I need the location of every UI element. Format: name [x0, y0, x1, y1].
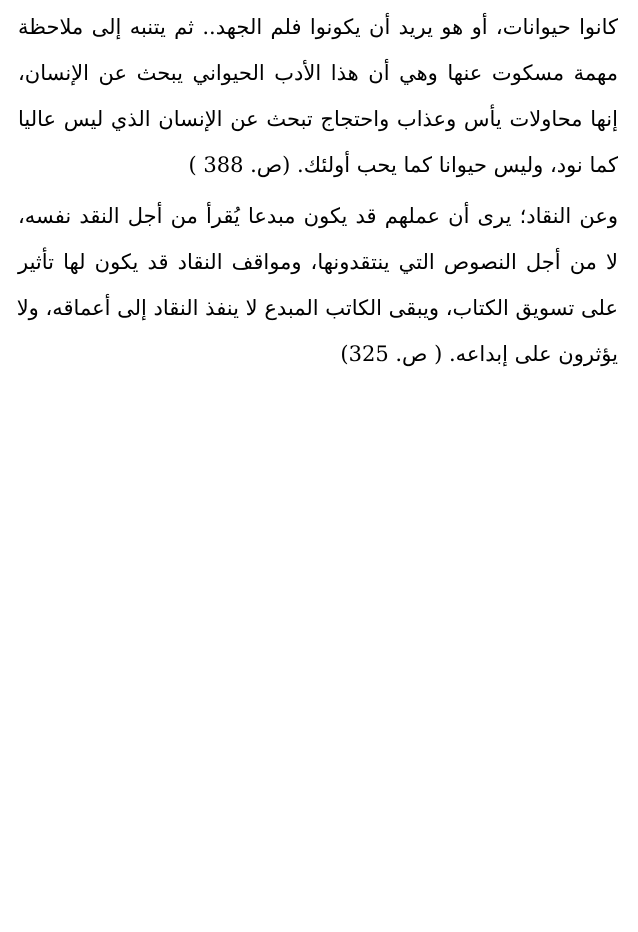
- text-line: مهمة مسكوت عنها وهي أن هذا الأدب الحيواني يبحث عن الإنسان،: [18, 61, 618, 85]
- text-line: على تسويق الكتاب، ويبقى الكاتب المبدع لا ينفذ النقاد إلى أعماقه، ولا: [16, 296, 618, 320]
- text-line: إنها محاولات يأس وعذاب واحتجاج تبحث عن الإنسان الذي ليس عاليا: [18, 107, 618, 131]
- paragraph-2: [18, 193, 618, 377]
- text-line: لا من أجل النصوص التي ينتقدونها، ومواقف النقاد قد يكون لها تأثير: [18, 250, 618, 274]
- paragraph-1: [18, 4, 618, 188]
- text-line: يؤثرون على إبداعه. ( ص. 325): [340, 342, 618, 366]
- text-line: وعن النقاد؛ يرى أن عملهم قد يكون مبدعا يُقرأ من أجل النقد نفسه،: [18, 204, 618, 228]
- text-line: كما نود، وليس حيوانا كما يحب أولئك. (ص. 388 ): [188, 153, 618, 177]
- text-line: كانوا حيوانات، أو هو يريد أن يكونوا فلم الجهد.. ثم يتنبه إلى ملاحظة: [18, 15, 618, 39]
